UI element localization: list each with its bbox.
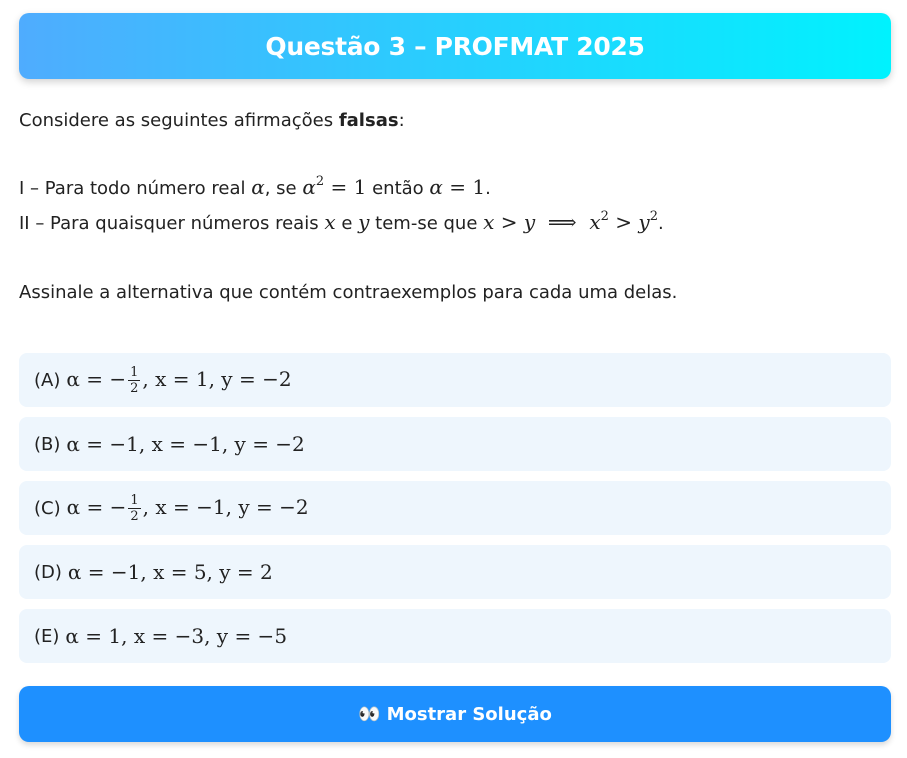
option-d[interactable]: (D) α = −1, x = 5, y = 2 bbox=[19, 545, 891, 599]
option-c[interactable]: (C) α = − $\frac{1}{2}$ , x = −1, y = −2 bbox=[19, 481, 891, 535]
intro-text: Considere as seguintes afirmações falsas: bbox=[19, 110, 405, 131]
statement-2: II – Para quaisquer números reais x e y tem-se que x > y ⟹ $x^2 > y^2$. bbox=[19, 209, 664, 234]
show-solution-label: Mostrar Solução bbox=[386, 703, 552, 725]
question-title: Questão 3 – PROFMAT 2025 bbox=[265, 31, 645, 61]
eyes-icon: 👀 bbox=[358, 703, 381, 725]
option-b[interactable]: (B) α = −1, x = −1, y = −2 bbox=[19, 417, 891, 471]
options-list bbox=[19, 353, 891, 673]
question-header bbox=[19, 13, 891, 79]
instruction-text: Assinale a alternativa que contém contraexemplos para cada uma delas. bbox=[19, 282, 678, 303]
option-a[interactable]: (A) α = − $\frac{1}{2}$ , x = 1, y = −2 bbox=[19, 353, 891, 407]
option-e[interactable]: (E) α = 1, x = −3, y = −5 bbox=[19, 609, 891, 663]
show-solution-button[interactable] bbox=[19, 686, 891, 742]
statement-1: I – Para todo número real α, se $\alpha^2 = 1$ então α = 1. bbox=[19, 174, 491, 199]
